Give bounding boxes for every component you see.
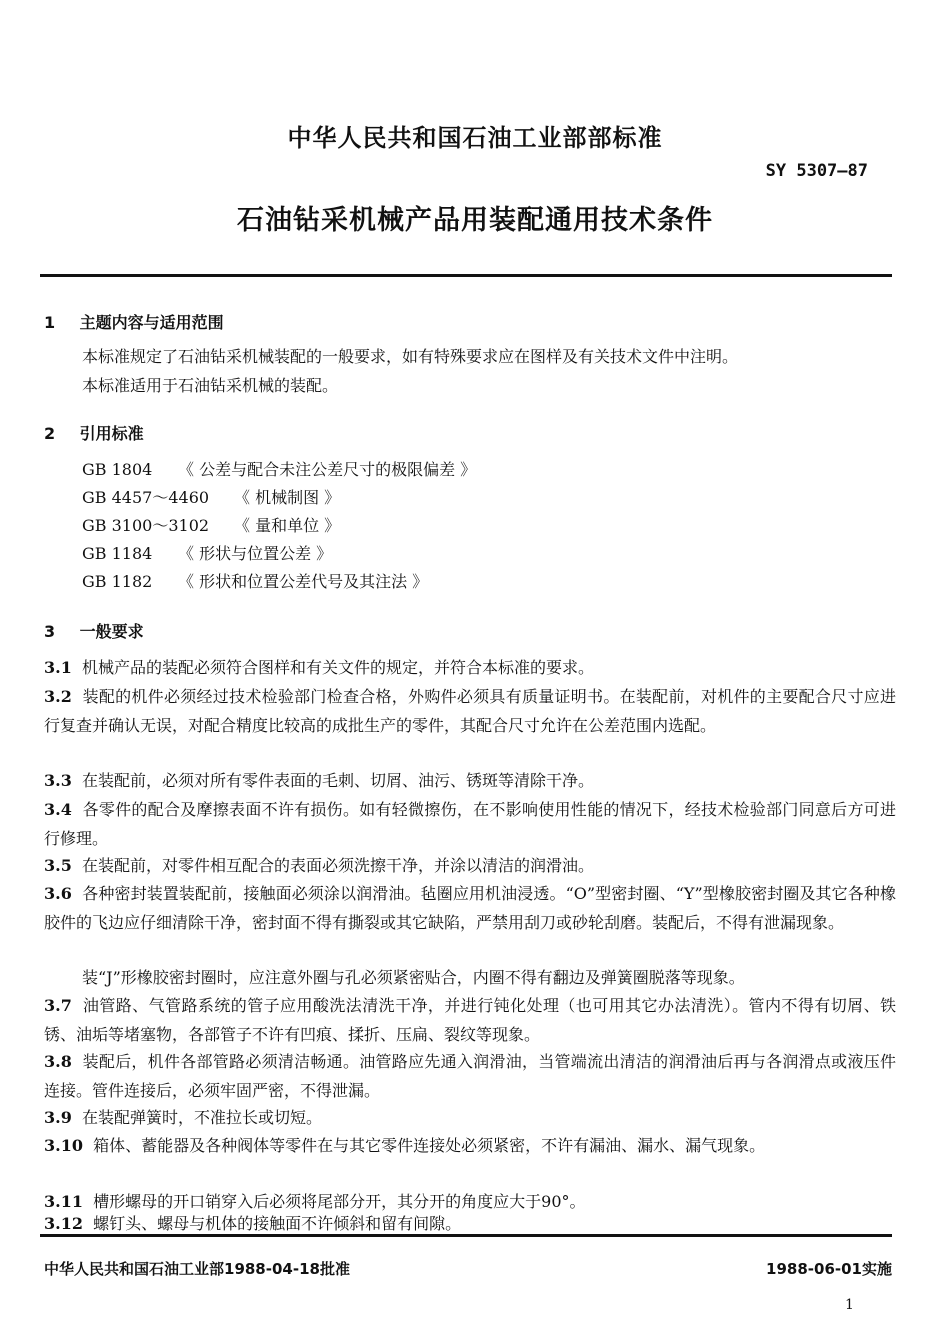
clause-number: 3.11 [44,1192,83,1211]
clause-3-3 [44,766,896,795]
clause-3-12 [44,1214,896,1234]
clause-3-8 [44,1047,896,1105]
clause-3-6-note [44,963,896,992]
clause-3-4 [44,795,896,853]
section-title: 引用标准 [79,424,144,443]
clause-3-2 [44,682,896,740]
section-2-heading [44,421,144,444]
section-3-heading [44,619,144,642]
reference-title: 《 机械制图 》 [234,488,341,507]
clause-number: 3.12 [44,1214,83,1233]
clause-text: 装配的机件必须经过技术检验部门检查合格，外购件必须具有质量证明书。在装配前，对机件的主要配合尺寸应进行复查并确认无误，对配合精度比较高的成批生产的零件，其配合尺寸允许在公差范围内选配。 [44,687,897,735]
reference-code: GB 1804 [82,460,153,479]
clause-text: 在装配弹簧时，不准拉长或切短。 [82,1108,323,1127]
clause-3-9 [44,1103,896,1132]
footer-rule [40,1234,892,1237]
header-rule [40,274,892,277]
clause-number: 3.6 [44,884,72,903]
reference-title: 《 形状与位置公差 》 [178,544,333,563]
clause-text: 装配后，机件各部管路必须清洁畅通。油管路应先通入润滑油，当管端流出清洁的润滑油后再与各润滑点或液压件连接。管件连接后，必须牢固严密，不得泄漏。 [44,1052,897,1100]
reference-item [82,457,476,480]
clause-text: 各零件的配合及摩擦表面不许有损伤。如有轻微擦伤，在不影响使用性能的情况下，经技术检验部门同意后方可进行修理。 [44,800,897,848]
org-title: 中华人民共和国石油工业部部标准 [287,124,663,152]
reference-code: GB 4457～4460 [82,488,210,507]
clause-number: 3.8 [44,1052,72,1071]
reference-item [82,485,340,508]
clause-text: 箱体、蓄能器及各种阀体等零件在与其它零件连接处必须紧密，不许有漏油、漏水、漏气现象。 [93,1136,766,1155]
clause-number: 3.9 [44,1108,72,1127]
section-title: 一般要求 [79,622,144,641]
section-title: 主题内容与适用范围 [79,313,224,332]
clause-3-1 [44,653,896,682]
clause-number: 3.10 [44,1136,83,1155]
clause-3-10 [44,1131,896,1160]
clause-3-5 [44,851,896,880]
clause-number: 3.4 [44,800,72,819]
section-number: 1 [44,313,56,332]
clause-number: 3.1 [44,658,72,677]
clause-number: 3.3 [44,771,72,790]
clause-text: 螺钉头、螺母与机体的接触面不许倾斜和留有间隙。 [93,1214,462,1233]
clause-text: 在装配前，必须对所有零件表面的毛刺、切屑、油污、锈斑等清除干净。 [82,771,595,790]
clause-3-6 [44,879,896,937]
reference-item [82,541,332,564]
clause-number: 3.2 [44,687,72,706]
clause-3-7 [44,991,896,1049]
standard-number: SY 5307—87 [765,161,868,181]
clause-number: 3.5 [44,856,72,875]
reference-item [82,569,428,592]
reference-code: GB 3100～3102 [82,516,210,535]
reference-title: 《 形状和位置公差代号及其注法 》 [178,572,429,591]
effective-date: 1988-06-01实施 [766,1260,892,1278]
clause-text: 机械产品的装配必须符合图样和有关文件的规定，并符合本标准的要求。 [82,658,595,677]
page-number: 1 [845,1297,854,1313]
reference-item [82,513,340,536]
clause-text: 装“J”形橡胶密封圈时，应注意外圈与孔必须紧密贴合，内圈不得有翻边及弹簧圈脱落等现象。 [82,968,745,987]
section-number: 2 [44,424,56,443]
section-number: 3 [44,622,56,641]
approval-note: 中华人民共和国石油工业部1988-04-18批准 [44,1260,350,1278]
clause-text: 各种密封装置装配前，接触面必须涂以润滑油。毡圈应用机油浸透。“O”型密封圈、“Y”型橡胶密封圈及其它各种橡胶件的飞边应仔细清除干净，密封面不得有撕裂或其它缺陷，严禁用刮刀或砂轮刮磨。装配后，不得有泄漏现象。 [44,884,897,932]
document-title: 石油钻采机械产品用装配通用技术条件 [237,205,713,236]
clause-text: 槽形螺母的开口销穿入后必须将尾部分开，其分开的角度应大于90°。 [93,1192,586,1211]
section-1-heading [44,310,224,333]
reference-title: 《 公差与配合未注公差尺寸的极限偏差 》 [178,460,477,479]
reference-title: 《 量和单位 》 [234,516,341,535]
clause-number: 3.7 [44,996,72,1015]
reference-code: GB 1184 [82,544,153,563]
clause-3-11 [44,1187,896,1216]
section-1-line: 本标准规定了石油钻采机械装配的一般要求，如有特殊要求应在图样及有关技术文件中注明。 [82,347,739,366]
section-1-line: 本标准适用于石油钻采机械的装配。 [82,376,339,395]
reference-code: GB 1182 [82,572,153,591]
clause-text: 在装配前，对零件相互配合的表面必须洗擦干净，并涂以清洁的润滑油。 [82,856,595,875]
clause-text: 油管路、气管路系统的管子应用酸洗法清洗干净，并进行钝化处理（也可用其它办法清洗）。管内不得有切屑、铁锈、油垢等堵塞物，各部管子不许有凹痕、揉折、压扁、裂纹等现象。 [44,996,896,1044]
